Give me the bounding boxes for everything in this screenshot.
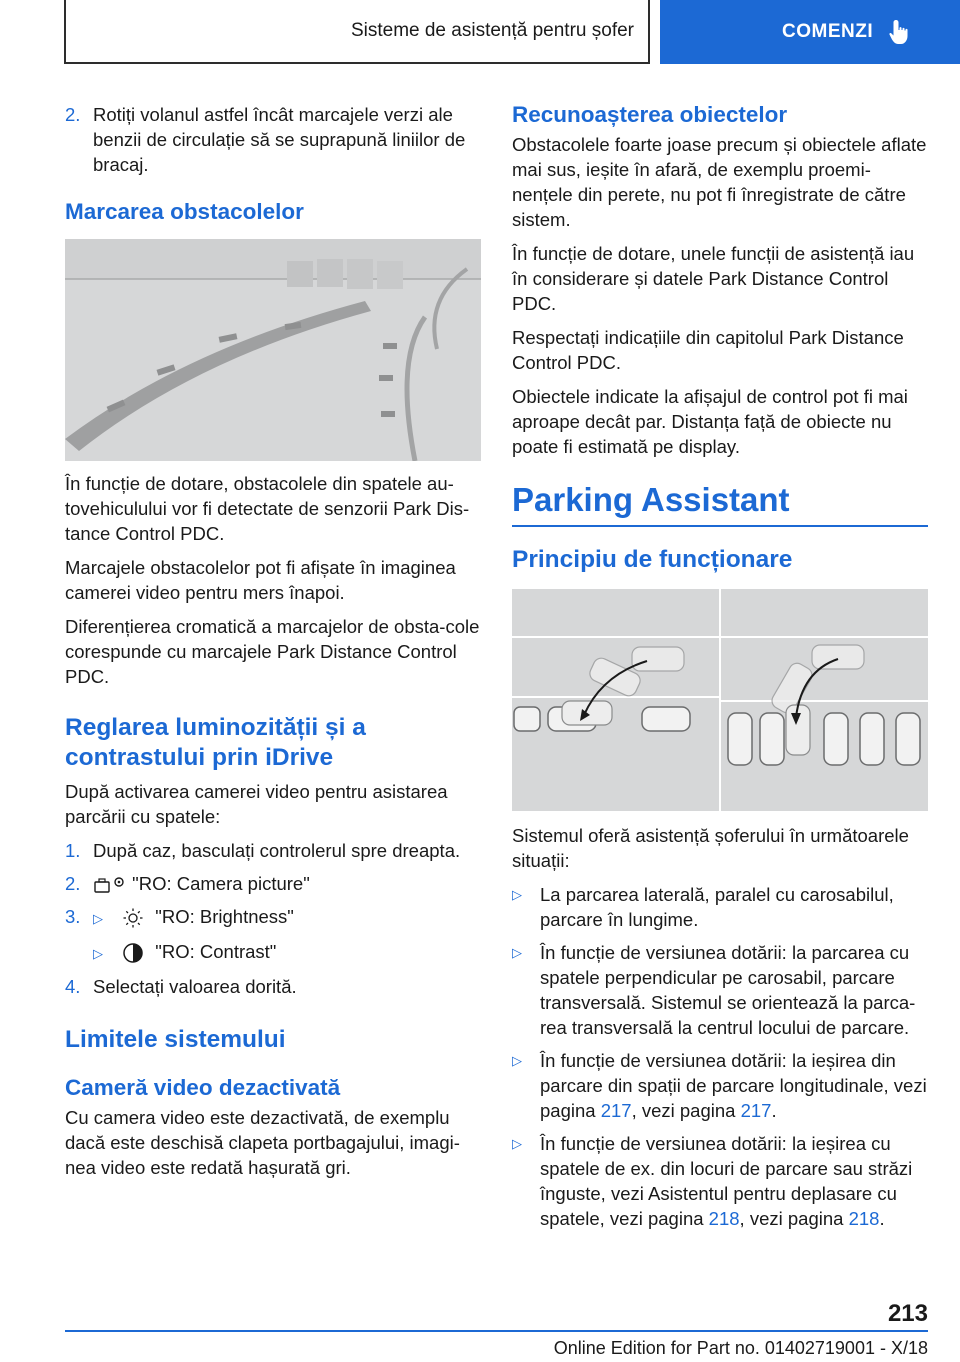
paragraph: Obiectele indicate la afișajul de control pot fi mai aproape decât par. Distanța față de obiecte nu poate fi estimată pe display. <box>512 386 908 457</box>
bullet-arrow-icon: ▷ <box>93 911 103 927</box>
paragraph: Sistemul oferă asistență șoferului în următoarele situații: <box>512 825 909 871</box>
obstacle-marking-figure <box>65 239 481 461</box>
edition-text: Online Edition for Part no. 01402719001 - X/18 <box>553 1338 928 1358</box>
contrast-icon <box>122 942 144 964</box>
bullet-arrow-icon: ▷ <box>93 946 103 962</box>
page-link-217[interactable]: 217 <box>600 1100 632 1121</box>
paragraph: După activarea camerei video pentru asistarea parcării cu spatele: <box>65 781 448 827</box>
step-item: 2. Rotiți volanul astfel încât marcajele verzi ale benzii de circulație să se suprapună liniilor de bracaj. <box>65 104 466 175</box>
paragraph: Marcajele obstacolelor pot fi afișate în imaginea camerei video pentru mers înapoi. <box>65 557 456 603</box>
page-number: 213 <box>887 1300 928 1327</box>
bullet-arrow-icon: ▷ <box>512 1053 522 1068</box>
step-item: ▷ "RO: Contrast" <box>65 939 481 966</box>
heading-obstacles: Marcarea obstacolelor <box>65 199 304 224</box>
heading-camera-off: Cameră video dezactivată <box>65 1075 341 1101</box>
heading-brightness: Reglarea luminozității și a contrastului prin iDrive <box>65 714 366 771</box>
bullet-arrow-icon: ▷ <box>512 887 522 902</box>
heading-parking-assistant: Parking Assistant <box>512 481 928 527</box>
section-title-box <box>64 0 650 64</box>
right-column <box>512 102 928 1239</box>
list-item: ▷ În funcție de versiunea dotării: la parcarea cu spatele perpendicular pe carosabil, parcare transversală. Sistemul se orientează la parca-rea transversală la centrul locului de parcare. <box>512 942 916 1038</box>
page-link-218[interactable]: 218 <box>708 1208 740 1229</box>
heading-principle: Principiu de funcționare <box>512 546 793 573</box>
step-item: 2. "RO: Camera picture" <box>65 871 481 896</box>
heading-recognition: Recunoașterea obiectelor <box>512 102 788 127</box>
brightness-icon <box>122 907 144 929</box>
list-item: ▷ În funcție de versiunea dotării: la ieșirea din parcare din spații de parcare longitudinale, vezi pagina 217, vezi pagina 217. <box>512 1050 927 1121</box>
paragraph: Obstacolele foarte joase precum și obiectele aflate mai sus, ieșite în afară, de exemplu proemi-nențele din perete, nu pot fi înregistrate de către sistem. <box>512 134 927 230</box>
step-item: 3. ▷ "RO: Brightness" <box>65 904 481 931</box>
page-header <box>0 0 960 66</box>
controls-tab[interactable] <box>660 0 960 64</box>
step-item: 1. După caz, basculați controlerul spre dreapta. <box>65 840 461 861</box>
step-item: 4. Selectați valoarea dorită. <box>65 976 297 998</box>
list-item: ▷ La parcarea laterală, paralel cu carosabilul, parcare în lungime. <box>512 884 894 930</box>
list-item: ▷ În funcție de versiunea dotării: la ieșirea cu spatele de ex. din locuri de parcare sau străzi înguste, vezi Asistentul pentru deplasare cu spatele, vezi pagina 218, vezi pagina 218. <box>512 1133 913 1229</box>
bullet-arrow-icon: ▷ <box>512 1136 522 1151</box>
footer-divider <box>65 1330 928 1332</box>
camera-settings-icon <box>93 874 127 896</box>
paragraph: Diferențierea cromatică a marcajelor de obsta-cole corespunde cu marcajele Park Distance Control PDC. <box>65 616 480 687</box>
page-link-217[interactable]: 217 <box>740 1100 772 1121</box>
paragraph: În funcție de dotare, unele funcții de asistență iau în considerare și datele Park Distance Control PDC. <box>512 243 915 314</box>
bullet-arrow-icon: ▷ <box>512 945 522 960</box>
paragraph: Cu camera video este dezactivată, de exemplu dacă este deschisă clapeta portbagajului, imagi-nea video este redată hașurată gri. <box>65 1107 460 1179</box>
heading-limits: Limitele sistemului <box>65 1026 286 1054</box>
section-title: Sisteme de asistență pentru șofer <box>350 20 634 41</box>
paragraph: În funcție de dotare, obstacolele din spatele au-tovehiculului vor fi detectate de senzorii Park Dis-tance Control PDC. <box>65 473 470 544</box>
hand-pointer-icon <box>887 18 913 46</box>
page-link-218[interactable]: 218 <box>848 1208 880 1229</box>
controls-tab-label: COMENZI <box>782 21 874 42</box>
parking-principle-figure <box>512 589 928 811</box>
paragraph: Respectați indicațiile din capitolul Park Distance Control PDC. <box>512 327 904 373</box>
left-column <box>65 102 481 1189</box>
